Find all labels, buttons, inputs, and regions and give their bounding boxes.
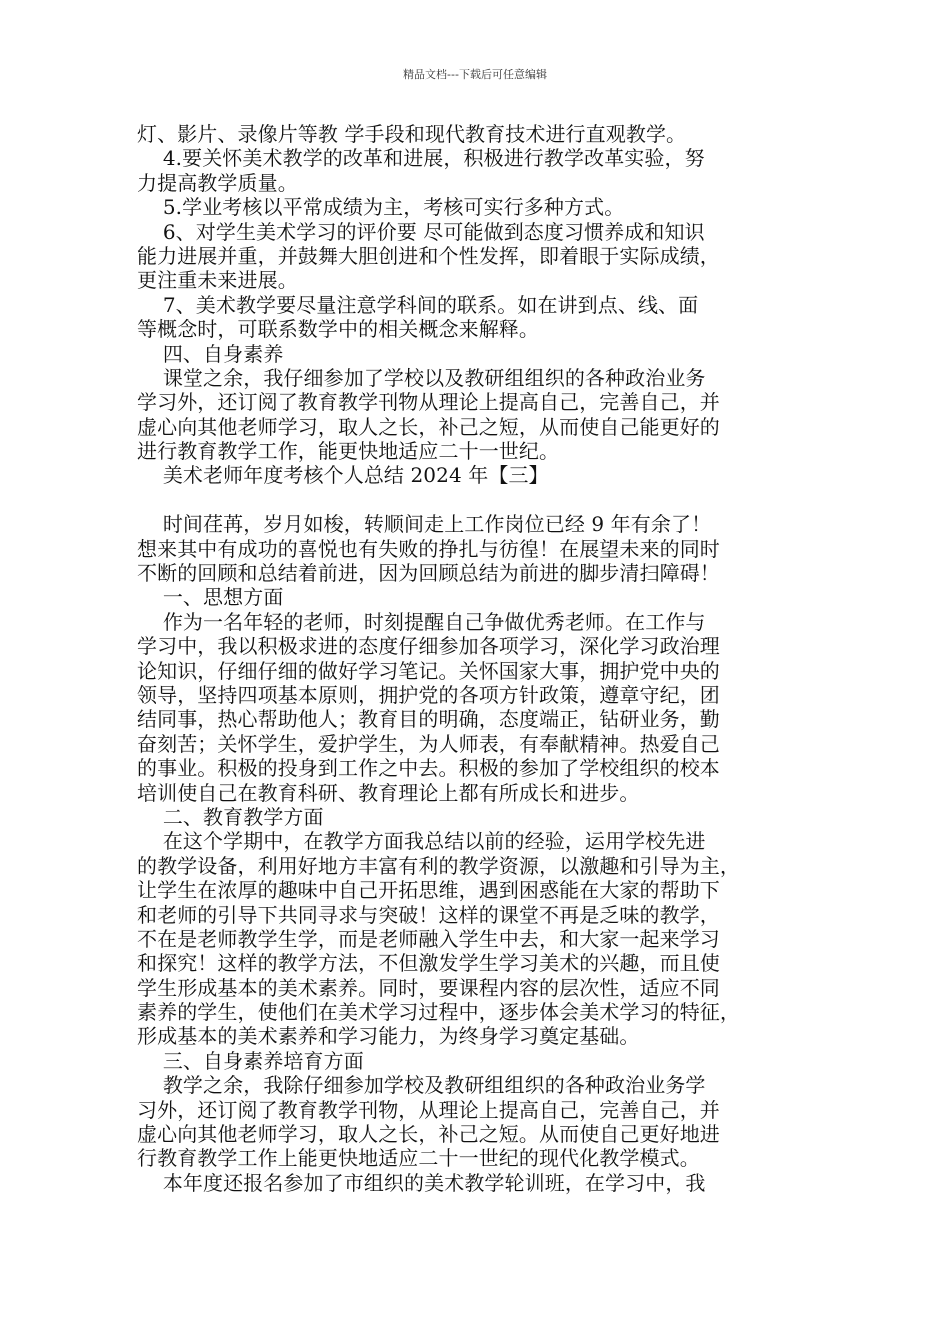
text-line: 不断的回顾和总结着前进，因为回顾总结为前进的脚步清扫障碍！ (137, 561, 720, 586)
text-line: 学生形成基本的美术素养。同时，要课程内容的层次性，适应不同 (137, 975, 720, 1000)
text-line: 一、思想方面 (137, 585, 284, 610)
text-line: 奋刻苦；关怀学生，爱护学生，为人师表，有奉献精神。热爱自己 (137, 731, 720, 756)
text-line: 美术老师年度考核个人总结 2024 年【三】 (137, 463, 549, 488)
text-line: 三、自身素养培育方面 (137, 1048, 364, 1073)
text-line: 教学之余，我除仔细参加学校及教研组组织的各种政治业务学 (137, 1073, 706, 1098)
text-line: 进行教育教学工作，能更快地适应二十一世纪。 (137, 439, 560, 464)
text-line: 结同事，热心帮助他人；教育目的明确，态度端正，钻研业务，勤 (137, 707, 720, 732)
text-line: 学习外，还订阅了教育教学刊物从理论上提高自己，完善自己，并 (137, 390, 720, 415)
text-line: 6、对学生美术学习的评价要 尽可能做到态度习惯养成和知识 (137, 219, 705, 244)
text-line: 时间荏苒，岁月如梭，转顺间走上工作岗位已经 9 年有余了！ (137, 512, 712, 537)
text-line: 四、自身素养 (137, 341, 284, 366)
text-line: 7、美术教学要尽量注意学科间的联系。如在讲到点、线、面 (137, 292, 699, 317)
text-line: 素养的学生，使他们在美术学习过程中，逐步体会美术学习的特征， (137, 1000, 740, 1025)
text-line: 的教学设备，利用好地方丰富有利的教学资源，以激趣和引导为主， (137, 853, 740, 878)
page-header: 精品文档---下载后可任意编辑 (403, 68, 547, 81)
text-line: 作为一名年轻的老师，时刻提醒自己争做优秀老师。在工作与 (137, 609, 706, 634)
text-line: 力提高教学质量。 (137, 170, 298, 195)
text-line: 培训使自己在教育科研、教育理论上都有所成长和进步。 (137, 780, 640, 805)
text-line: 能力进展并重，并鼓舞大胆创进和个性发挥，即着眼于实际成绩， (137, 243, 720, 268)
text-line: 习外，还订阅了教育教学刊物，从理论上提高自己，完善自己，并 (137, 1097, 720, 1122)
blank-line (137, 488, 817, 512)
text-line: 行教育教学工作上能更快地适应二十一世纪的现代化教学模式。 (137, 1146, 700, 1171)
text-line: 更注重未来进展。 (137, 268, 298, 293)
text-line: 5.学业考核以平常成绩为主，考核可实行多种方式。 (137, 195, 625, 220)
text-line: 4.要关怀美术教学的改革和进展，积极进行教学改革实验，努 (137, 146, 705, 171)
text-line: 论知识，仔细仔细的做好学习笔记。关怀国家大事，拥护党中央的 (137, 658, 720, 683)
text-line: 等概念时，可联系数学中的相关概念来解释。 (137, 317, 539, 342)
text-line: 形成基本的美术素养和学习能力，为终身学习奠定基础。 (137, 1024, 640, 1049)
text-line: 灯、影片、录像片等教 学手段和现代教育技术进行直观教学。 (137, 122, 687, 146)
text-line: 不在是老师教学生学，而是老师融入学生中去，和大家一起来学习 (137, 926, 720, 951)
text-line: 让学生在浓厚的趣味中自己开拓思维，遇到困惑能在大家的帮助下 (137, 878, 720, 903)
text-line: 想来其中有成功的喜悦也有失败的挣扎与彷徨！在展望未来的同时 (137, 536, 720, 561)
text-line: 课堂之余，我仔细参加了学校以及教研组组织的各种政治业务 (137, 365, 706, 390)
text-line: 虚心向其他老师学习，取人之长，补己之短。从而使自己更好地进 (137, 1122, 720, 1147)
text-line: 的事业。积极的投身到工作之中去。积极的参加了学校组织的校本 (137, 756, 720, 781)
text-line: 学习中，我以积极求进的态度仔细参加各项学习，深化学习政治理 (137, 634, 720, 659)
text-line: 虚心向其他老师学习，取人之长，补己之短，从而使自己能更好的 (137, 414, 720, 439)
text-line: 在这个学期中，在教学方面我总结以前的经验，运用学校先进 (137, 829, 706, 854)
text-line: 本年度还报名参加了市组织的美术教学轮训班，在学习中，我 (137, 1170, 706, 1195)
text-line: 二、教育教学方面 (137, 804, 324, 829)
document-body (137, 122, 817, 1195)
text-line: 领导，坚持四项基本原则，拥护党的各项方针政策，遵章守纪，团 (137, 682, 720, 707)
text-line: 和探究！这样的教学方法，不但激发学生学习美术的兴趣，而且使 (137, 951, 720, 976)
text-line: 和老师的引导下共同寻求与突破！这样的课堂不再是乏味的教学， (137, 902, 720, 927)
